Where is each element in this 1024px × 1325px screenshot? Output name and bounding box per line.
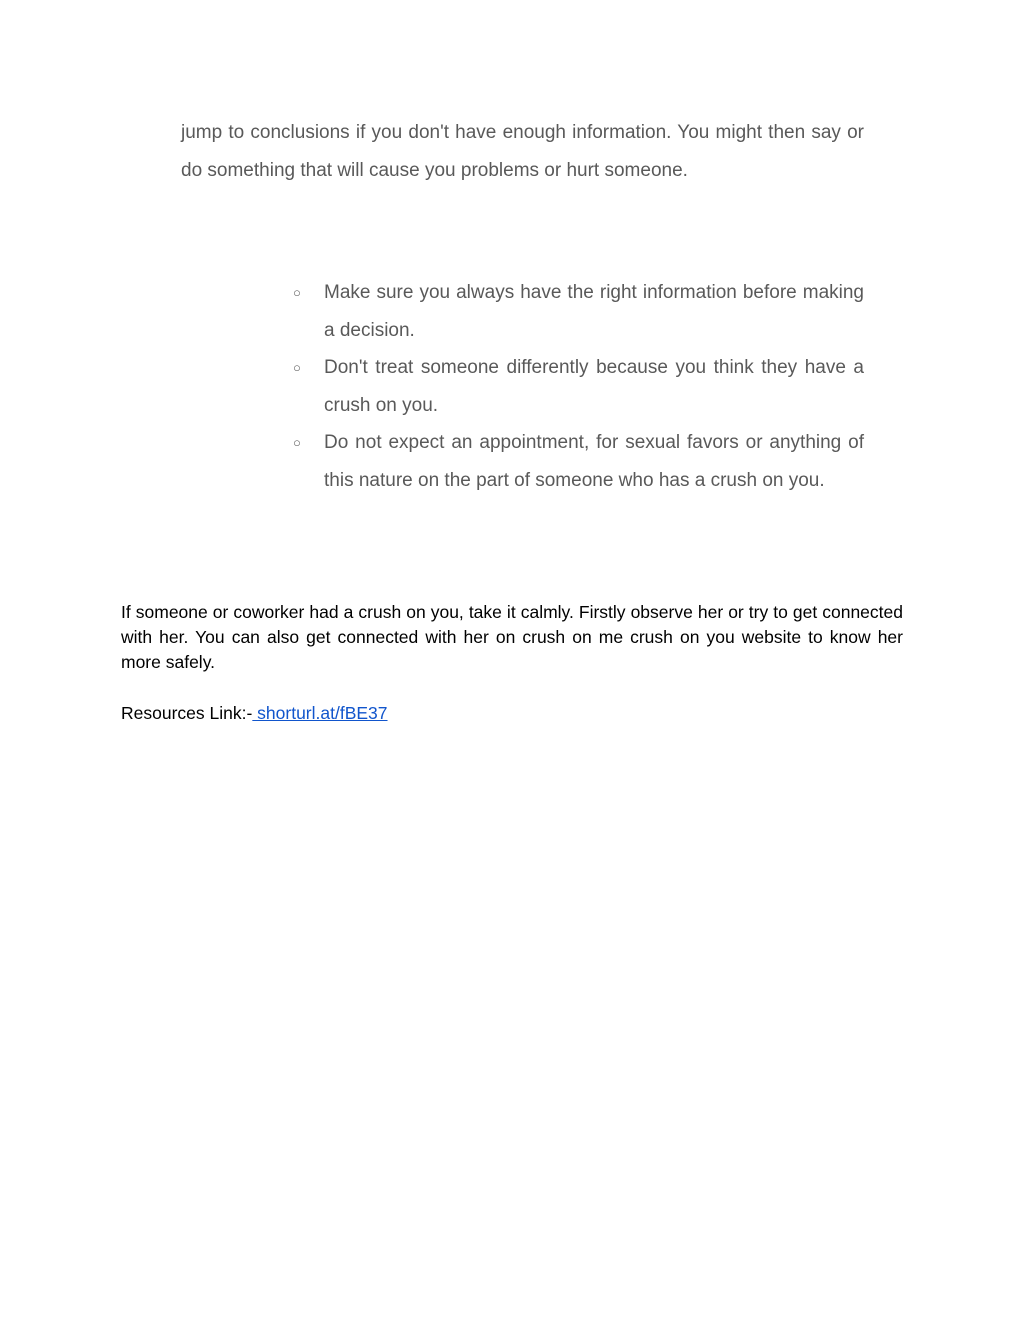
- hollow-circle-bullet-icon: ○: [293, 360, 301, 375]
- resources-label: Resources Link:-: [121, 703, 253, 723]
- list-item-text: Make sure you always have the right information before making a decision.: [324, 282, 864, 341]
- hollow-circle-bullet-icon: ○: [293, 285, 301, 300]
- list-item: [291, 274, 864, 349]
- resources-line: [121, 701, 388, 726]
- resources-link[interactable]: shorturl.at/fBE37: [252, 703, 388, 723]
- list-item: [291, 349, 864, 424]
- list-item: [291, 424, 864, 499]
- body-paragraph: If someone or coworker had a crush on you, take it calmly. Firstly observe her or try to get connected with her. You can also get connected with her on crush on me crush on you website to know her more safely.: [121, 602, 903, 672]
- intro-paragraph: jump to conclusions if you don't have enough information. You might then say or do something that will cause you problems or hurt someone.: [181, 122, 864, 181]
- list-item-text: Don't treat someone differently because you think they have a crush on you.: [324, 357, 864, 416]
- list-item-text: Do not expect an appointment, for sexual favors or anything of this nature on the part of someone who has a crush on you.: [324, 432, 864, 491]
- advice-list: [291, 274, 864, 499]
- hollow-circle-bullet-icon: ○: [293, 435, 301, 450]
